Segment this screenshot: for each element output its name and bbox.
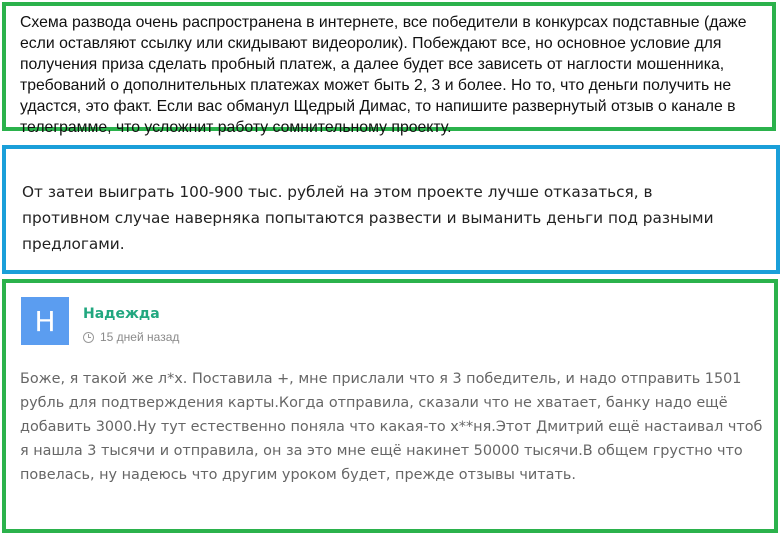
- scam-warning-box: [2, 2, 776, 136]
- advice-box: [2, 145, 780, 274]
- review-card: [2, 279, 778, 533]
- review-text: Боже, я такой же л*х. Поставила +, мне прислали что я 3 победитель, и надо отправить 1501 рубль для подтверждения карты.Когда отправила, сказали что не хватает, банку надо ещё добавить 3000.Ну тут естественно поняла что какая-то х**ня.Этот Дмитрий ещё настаивал чтоб я нашла 3 тысячи и отправила, он за это мне ещё накинет 50000 тысячи.В общем грустно что повелась, ну надеюсь что другим уроком будет, прежде отзывы читать.: [20, 371, 763, 483]
- review-time: 15 дней назад: [100, 330, 180, 344]
- clock-icon: [83, 332, 94, 343]
- review-meta: [83, 330, 179, 344]
- advice-text: От затеи выиграть 100-900 тыс. рублей на этом проекте лучше отказаться, в противном случае наверняка попытаются развести и выманить деньги под разными предлогами.: [22, 183, 714, 253]
- avatar: Н: [21, 297, 69, 345]
- scam-warning-text: Схема развода очень распространена в интернете, все победители в конкурсах подставные (даже если оставляют ссылку или скидывают видеоролик). Побеждают все, но основное условие для получения приза сделать пробный платеж, а далее будет все зависеть от наглости мошенника, требований о дополнительных платежах может быть 2, 3 и более. Но то, что деньги получить не удастся, это факт. Если вас обманул Щедрый Димас, то напишите развернутый отзыв о канале в телеграмме, что усложнит работу сомнительному проекту.: [20, 14, 747, 136]
- review-author[interactable]: Надежда: [83, 306, 160, 322]
